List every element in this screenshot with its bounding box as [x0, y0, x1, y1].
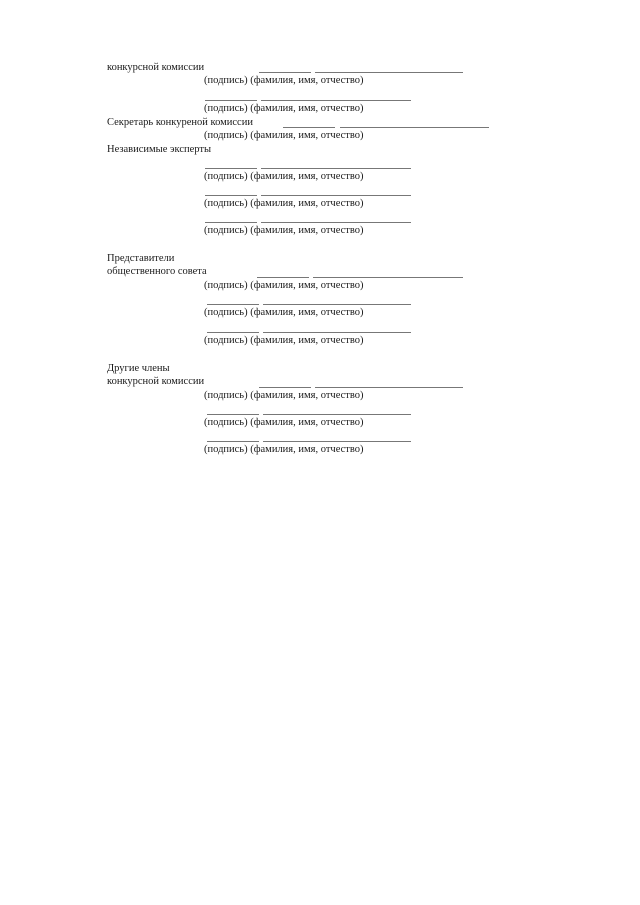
name-line: [263, 441, 411, 442]
signature-caption: (подпись) (фамилия, имя, отчество): [204, 171, 364, 182]
signature-line: [257, 277, 309, 278]
section-label-experts: Независимые эксперты: [107, 144, 212, 155]
signature-caption: (подпись) (фамилия, имя, отчество): [204, 444, 364, 455]
signature-caption: (подпись) (фамилия, имя, отчество): [204, 335, 364, 346]
signature-line: [207, 304, 259, 305]
section-label-other-members: Другие члены: [107, 363, 170, 374]
section-label-public-council: Представители: [107, 253, 175, 264]
signature-caption: (подпись) (фамилия, имя, отчество): [204, 280, 364, 291]
signature-line: [259, 387, 311, 388]
section-label-secretary: Секретарь конкуреной комиссии: [107, 117, 253, 128]
signature-line: [259, 72, 311, 73]
name-line: [261, 195, 411, 196]
signature-caption: (подпись) (фамилия, имя, отчество): [204, 103, 364, 114]
signature-line: [207, 414, 259, 415]
signature-caption: (подпись) (фамилия, имя, отчество): [204, 225, 364, 236]
signature-line: [205, 222, 257, 223]
signature-caption: (подпись) (фамилия, имя, отчество): [204, 417, 364, 428]
signature-caption: (подпись) (фамилия, имя, отчество): [204, 390, 364, 401]
name-line: [263, 414, 411, 415]
signature-line: [205, 195, 257, 196]
name-line: [263, 332, 411, 333]
section-label-other-members-2: конкурсной комиссии: [107, 376, 205, 387]
name-line: [261, 168, 411, 169]
name-line: [315, 72, 463, 73]
name-line: [261, 222, 411, 223]
name-line: [340, 127, 489, 128]
signature-caption: (подпись) (фамилия, имя, отчество): [204, 198, 364, 209]
section-label-chair: конкурсной комиссии: [107, 62, 205, 73]
signature-caption: (подпись) (фамилия, имя, отчество): [204, 307, 364, 318]
name-line: [263, 304, 411, 305]
signature-line: [283, 127, 335, 128]
name-line: [315, 387, 463, 388]
signature-caption: (подпись) (фамилия, имя, отчество): [204, 130, 364, 141]
signature-line: [207, 332, 259, 333]
signature-line: [205, 100, 257, 101]
signature-line: [205, 168, 257, 169]
signature-caption: (подпись) (фамилия, имя, отчество): [204, 75, 364, 86]
name-line: [313, 277, 463, 278]
section-label-public-council-2: общественного совета: [107, 266, 207, 277]
signature-line: [207, 441, 259, 442]
name-line: [261, 100, 411, 101]
